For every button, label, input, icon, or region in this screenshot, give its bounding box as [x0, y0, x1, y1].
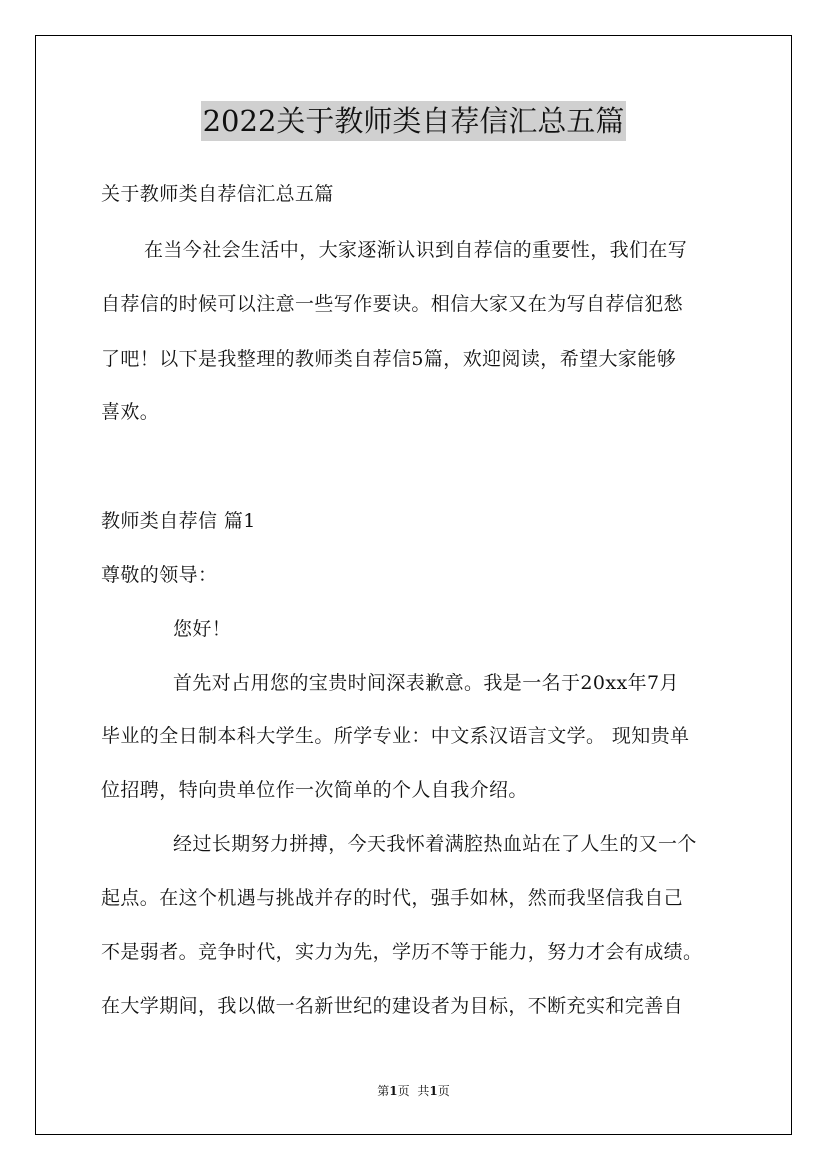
- paragraph-line: 起点。在这个机遇与挑战并存的时代，强手如林，然而我坚信我自己: [101, 887, 684, 909]
- title-container: [0, 101, 827, 141]
- paragraph-line: 自荐信的时候可以注意一些写作要诀。相信大家又在为写自荐信犯愁: [101, 293, 684, 315]
- section-heading: 教师类自荐信 篇1: [101, 510, 256, 532]
- page-label-suffix: 页: [397, 1084, 410, 1098]
- paragraph-line: 位招聘，特向贵单位作一次简单的个人自我介绍。: [101, 779, 528, 801]
- paragraph-line: 在大学期间，我以做一名新世纪的建设者为目标，不断充实和完善自: [101, 995, 684, 1017]
- paragraph-line: 首先对占用您的宝贵时间深表歉意。我是一名于20xx年7月: [173, 672, 679, 694]
- paragraph-line: 了吧！以下是我整理的教师类自荐信5篇，欢迎阅读，希望大家能够: [101, 348, 677, 370]
- paragraph-line: 在当今社会生活中，大家逐渐认识到自荐信的重要性，我们在写: [144, 239, 688, 261]
- total-label-suffix: 页: [437, 1084, 450, 1098]
- total-label-prefix: 共: [417, 1084, 430, 1098]
- paragraph-line: 喜欢。: [101, 401, 160, 423]
- paragraph-line: 毕业的全日制本科大学生。所学专业：中文系汉语言文学。 现知贵单: [101, 725, 690, 747]
- document-title: 2022关于教师类自荐信汇总五篇: [201, 101, 627, 141]
- page-number: 1: [389, 1084, 398, 1098]
- page-label-prefix: 第: [377, 1084, 390, 1098]
- paragraph-line: 不是弱者。竞争时代，实力为先，学历不等于能力，努力才会有成绩。: [101, 941, 703, 963]
- paragraph-line: 经过长期努力拼搏，今天我怀着满腔热血站在了人生的又一个: [173, 833, 697, 855]
- subtitle-line: 关于教师类自荐信汇总五篇: [101, 183, 334, 205]
- salutation-line: 尊敬的领导：: [101, 564, 218, 586]
- total-pages: 1: [429, 1084, 438, 1098]
- greeting-line: 您好！: [173, 618, 232, 640]
- page-footer: [0, 1083, 827, 1099]
